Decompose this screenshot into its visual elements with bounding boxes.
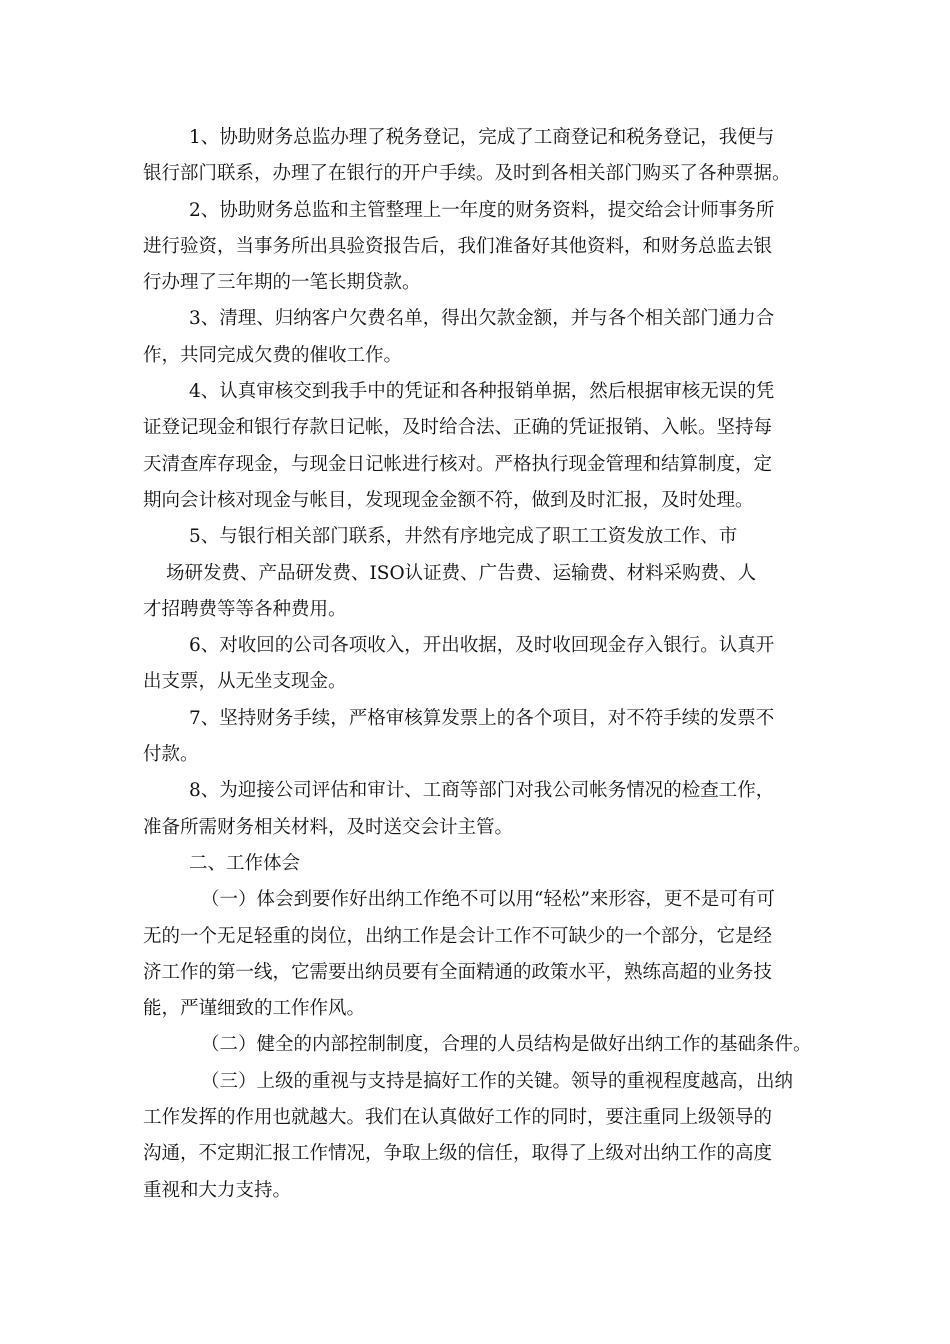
document-body xyxy=(143,120,823,1209)
text-line: （一）体会到要作好出纳工作绝不可以用“轻松”来形容，更不是可有可 xyxy=(201,889,775,911)
text-line: 8、为迎接公司评估和审计、工商等部门对我公司帐务情况的检查工作， xyxy=(189,780,775,802)
text-line: 付款。 xyxy=(143,744,199,766)
text-line: 能，严谨细致的工作作风。 xyxy=(143,998,366,1020)
text-line: 银行部门联系，办理了在银行的开户手续。及时到各相关部门购买了各种票据。 xyxy=(143,163,791,185)
text-line: 1、协助财务总监办理了税务登记，完成了工商登记和税务登记，我便与 xyxy=(189,127,775,148)
text-line: 7、坚持财务手续，严格审核算发票上的各个项目，对不符手续的发票不 xyxy=(189,707,775,729)
text-line: 重视和大力支持。 xyxy=(143,1179,292,1201)
text-line: 才招聘费等等各种费用。 xyxy=(143,598,347,620)
text-line: 5、与银行相关部门联系，井然有序地完成了职工工资发放工作、市 xyxy=(189,526,738,548)
text-line: 天清查库存现金，与现金日记帐进行核对。严格执行现金管理和结算制度，定 xyxy=(143,453,773,475)
text-line: 3、清理、归纳客户欠费名单，得出欠款金额，并与各个相关部门通力合 xyxy=(189,308,775,330)
text-line: 沟通，不定期汇报工作情况，争取上级的信任，取得了上级对出纳工作的高度 xyxy=(143,1143,773,1165)
text-line: 工作发挥的作用也就越大。我们在认真做好工作的同时，要注重同上级领导的 xyxy=(143,1107,773,1129)
text-line: 6、对收回的公司各项收入，开出收据，及时收回现金存入银行。认真开 xyxy=(189,635,775,657)
text-line: 证登记现金和银行存款日记帐，及时给合法、正确的凭证报销、入帐。坚持每 xyxy=(143,417,773,439)
text-line: 二、工作体会 xyxy=(189,852,301,874)
text-line: 行办理了三年期的一笔长期贷款。 xyxy=(143,272,421,294)
text-line: 进行验资，当事务所出具验资报告后，我们准备好其他资料，和财务总监去银 xyxy=(143,235,773,257)
text-line: 出支票，从无坐支现金。 xyxy=(143,671,347,693)
text-line: 4、认真审核交到我手中的凭证和各种报销单据，然后根据审核无误的凭 xyxy=(189,381,775,403)
text-line: （二）健全的内部控制制度，合理的人员结构是做好出纳工作的基础条件。 xyxy=(201,1034,812,1056)
text-line: 作，共同完成欠费的催收工作。 xyxy=(143,344,403,366)
text-line: 无的一个无足轻重的岗位，出纳工作是会计工作不可缺少的一个部分，它是经 xyxy=(143,925,773,947)
text-line: 准备所需财务相关材料，及时送交会计主管。 xyxy=(143,816,514,838)
text-line: （三）上级的重视与支持是搞好工作的关键。领导的重视程度越高，出纳 xyxy=(201,1070,794,1092)
text-line: 济工作的第一线，它需要出纳员要有全面精通的政策水平，熟练高超的业务技 xyxy=(143,961,773,983)
text-line: 场研发费、产品研发费、ISO认证费、广告费、运输费、材料采购费、人 xyxy=(166,562,757,584)
text-line: 期向会计核对现金与帐目，发现现金金额不符，做到及时汇报，及时处理。 xyxy=(143,489,754,511)
text-line: 2、协助财务总监和主管整理上一年度的财务资料，提交给会计师事务所 xyxy=(189,199,775,221)
